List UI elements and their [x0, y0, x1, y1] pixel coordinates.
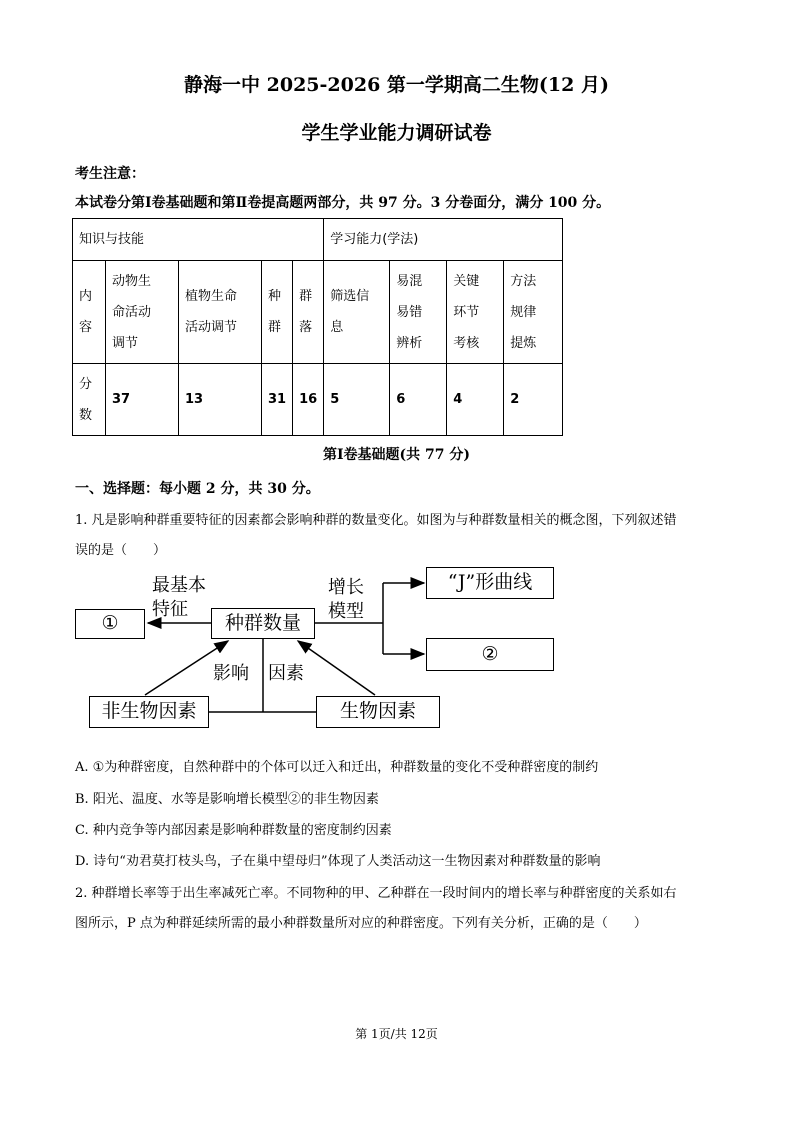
table-cell-header: 筛选信 息: [324, 261, 390, 364]
table-group-ability: 学习能力(学法): [324, 219, 563, 261]
table-cell-header: 植物生命 活动调节: [179, 261, 262, 364]
label-basic-feature: 最基本 特征: [152, 575, 206, 620]
box-population-size: 种群数量: [211, 608, 315, 639]
question-1-option-d: D. 诗句“劝君莫打枝头鸟，子在巢中望母归”体现了人类活动这一生物因素对种群数量的影响: [75, 854, 601, 869]
score-table: [72, 218, 563, 436]
box-abiotic-factors: 非生物因素: [89, 696, 209, 728]
part-title: 一、选择题：每小题 2 分，共 30 分。: [75, 481, 320, 497]
table-cell-header: 种 群: [262, 261, 293, 364]
question-1-option-b: B. 阳光、温度、水等是影响增长模型②的非生物因素: [75, 792, 379, 807]
label-factor-word: 因素: [268, 663, 304, 684]
table-cell-header: 关键 环节 考核: [447, 261, 504, 364]
question-1-stem-line1: 1. 凡是影响种群重要特征的因素都会影响种群的数量变化。如图为与种群数量相关的概念图，下列叙述错: [75, 513, 677, 528]
concept-diagram: [70, 562, 560, 732]
page-number: 第 1页/共 12页: [355, 1027, 438, 1041]
question-1-stem-line2: 误的是（ ）: [75, 543, 167, 558]
table-cell-score: 37: [106, 364, 179, 436]
section-title: 第Ⅰ卷基础题(共 77 分): [322, 447, 471, 463]
table-cell-score: 31: [262, 364, 293, 436]
row-label-content: 内 容: [73, 261, 106, 364]
row-label-score: 分 数: [73, 364, 106, 436]
box-j-curve: “J”形曲线: [426, 567, 554, 599]
table-cell-header: 动物生 命活动 调节: [106, 261, 179, 364]
notice-text: 本试卷分第Ⅰ卷基础题和第Ⅱ卷提高题两部分，共 97 分。3 分卷面分，满分 100 分。: [75, 195, 611, 211]
box-circle-1: ①: [75, 609, 145, 639]
question-1-option-c: C. 种内竞争等内部因素是影响种群数量的密度制约因素: [75, 823, 392, 838]
question-1-option-a: A. ①为种群密度，自然种群中的个体可以迁入和迁出，种群数量的变化不受种群密度的制约: [75, 760, 599, 775]
table-group-knowledge: 知识与技能: [73, 219, 324, 261]
table-cell-score: 4: [447, 364, 504, 436]
question-2-stem-line1: 2. 种群增长率等于出生率减死亡率。不同物种的甲、乙种群在一段时间内的增长率与种群密度的关系如右: [75, 886, 677, 901]
question-2-stem-line2: 图所示，P 点为种群延续所需的最小种群数量所对应的种群密度。下列有关分析，正确的是（ ）: [75, 916, 647, 931]
table-cell-score: 5: [324, 364, 390, 436]
exam-title-line1: 静海一中 2025-2026 第一学期高二生物(12 月): [184, 74, 609, 96]
label-influence-word: 影响: [213, 663, 249, 684]
table-cell-header: 群 落: [293, 261, 324, 364]
box-biotic-factors: 生物因素: [316, 696, 440, 728]
notice-heading: 考生注意：: [75, 166, 145, 182]
table-cell-score: 16: [293, 364, 324, 436]
table-cell-score: 6: [390, 364, 447, 436]
table-cell-header: 易混 易错 辨析: [390, 261, 447, 364]
arrow-biotic: [298, 641, 375, 695]
table-cell-score: 13: [179, 364, 262, 436]
exam-title-line2: 学生学业能力调研试卷: [301, 122, 492, 144]
table-cell-score: 2: [504, 364, 563, 436]
label-growth-model: 增长 模型: [328, 577, 364, 622]
table-cell-header: 方法 规律 提炼: [504, 261, 563, 364]
box-circle-2: ②: [426, 638, 554, 671]
